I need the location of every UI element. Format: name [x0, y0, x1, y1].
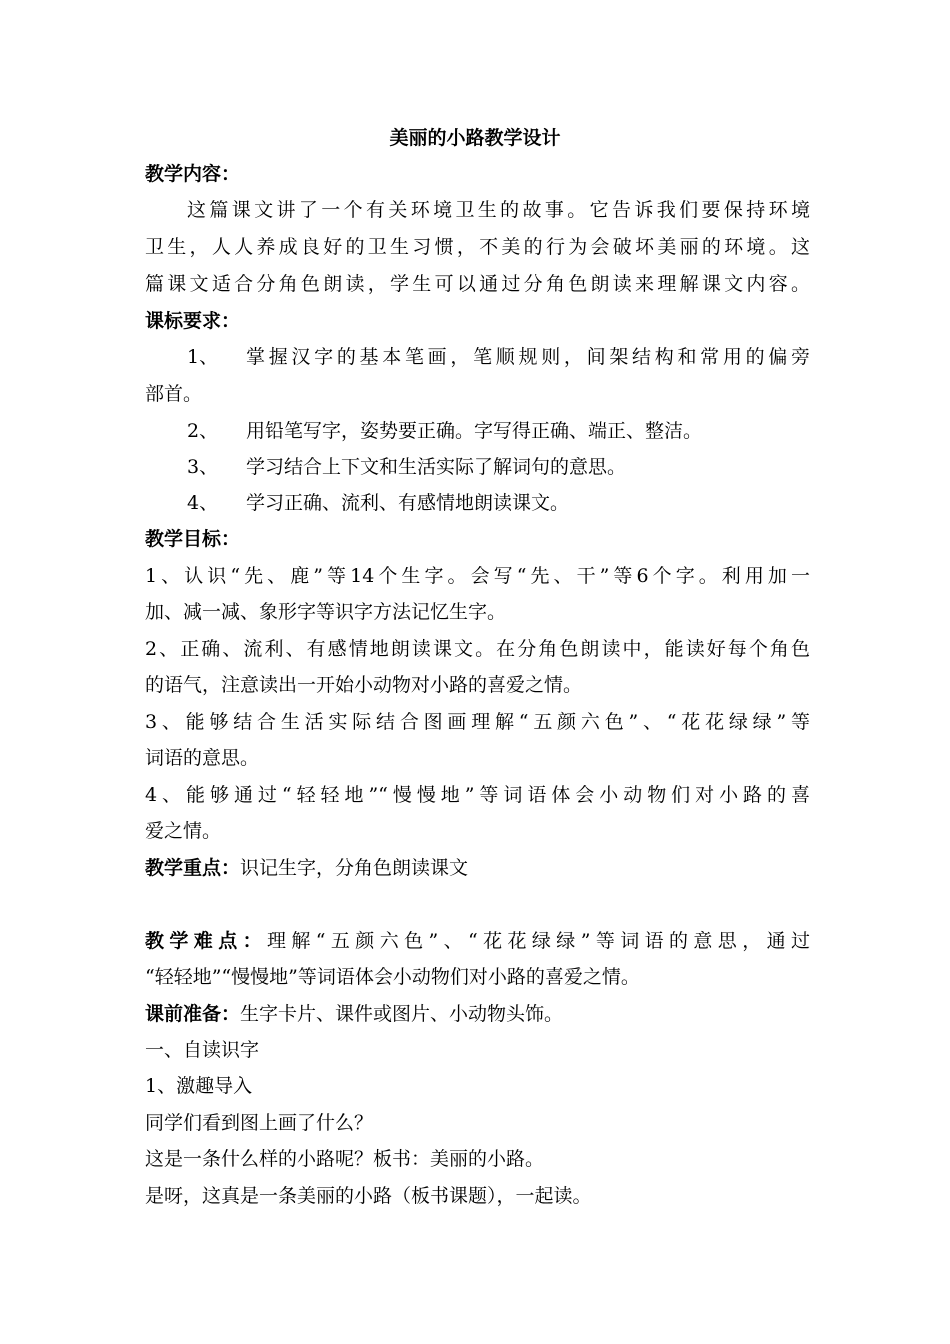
key-points-line: [145, 854, 810, 882]
standard-item-continuation: 部首。: [145, 383, 203, 405]
process-line: 1、激趣导入: [145, 1075, 253, 1097]
goal-line: 4、能够通过“轻轻地”“慢慢地”等词语体会小动物们对小路的喜: [145, 784, 810, 806]
standard-item-number: 1、: [187, 346, 219, 368]
document-title: 美丽的小路教学设计: [389, 127, 561, 149]
standard-item-text: 学习正确、流利、有感情地朗读课文。: [246, 492, 570, 514]
goal-line: 词语的意思。: [145, 747, 260, 769]
section-heading-standards: 课标要求：: [145, 310, 241, 332]
goal-line: 2、正确、流利、有感情地朗读课文。在分角色朗读中，能读好每个角色: [145, 638, 810, 660]
difficulties-line: [145, 927, 810, 955]
standard-item-text: 掌握汉字的基本笔画，笔顺规则，间架结构和常用的偏旁: [246, 346, 810, 368]
process-line: 是呀，这真是一条美丽的小路（板书课题），一起读。: [145, 1185, 592, 1207]
standard-item-number: 2、: [187, 420, 219, 442]
process-line: 同学们看到图上画了什么？: [145, 1112, 374, 1134]
difficulties-label: 教学难点：: [145, 930, 267, 952]
key-points-label: 教学重点：: [145, 857, 241, 879]
section-heading-goals: 教学目标：: [145, 528, 241, 550]
process-line: 这是一条什么样的小路呢？板书：美丽的小路。: [145, 1148, 545, 1170]
preparation-label: 课前准备：: [145, 1003, 241, 1025]
goal-line: 1、认识“先、鹿”等14个生字。会写“先、干”等6个字。利用加一: [145, 565, 810, 587]
section-heading-content: 教学内容：: [145, 163, 241, 185]
standard-item-text: 学习结合上下文和生活实际了解词句的意思。: [246, 456, 627, 478]
standard-item-number: 4、: [187, 492, 219, 514]
preparation-line: [145, 1000, 810, 1028]
process-line: 一、自读识字: [145, 1039, 260, 1061]
content-line: 篇课文适合分角色朗读，学生可以通过分角色朗读来理解课文内容。: [145, 273, 810, 295]
goal-line: 爱之情。: [145, 820, 222, 842]
difficulties-continuation: “轻轻地”“慢慢地”等词语体会小动物们对小路的喜爱之情。: [145, 966, 640, 988]
key-points-text: 识记生字，分角色朗读课文: [240, 857, 469, 879]
standard-item-number: 3、: [187, 456, 219, 478]
preparation-text: 生字卡片、课件或图片、小动物头饰。: [240, 1003, 564, 1025]
difficulties-text: 理解“五颜六色”、“花花绿绿”等词语的意思，通过: [267, 930, 810, 952]
content-line: 卫生，人人养成良好的卫生习惯，不美的行为会破坏美丽的环境。这: [145, 236, 810, 258]
goal-line: 3、能够结合生活实际结合图画理解“五颜六色”、“花花绿绿”等: [145, 711, 810, 733]
goal-line: 加、减一减、象形字等识字方法记忆生字。: [145, 601, 507, 623]
standard-item-text: 用铅笔写字，姿势要正确。字写得正确、端正、整洁。: [246, 420, 703, 442]
goal-line: 的语气，注意读出一开始小动物对小路的喜爱之情。: [145, 674, 583, 696]
content-line: 这篇课文讲了一个有关环境卫生的故事。它告诉我们要保持环境: [187, 199, 810, 221]
